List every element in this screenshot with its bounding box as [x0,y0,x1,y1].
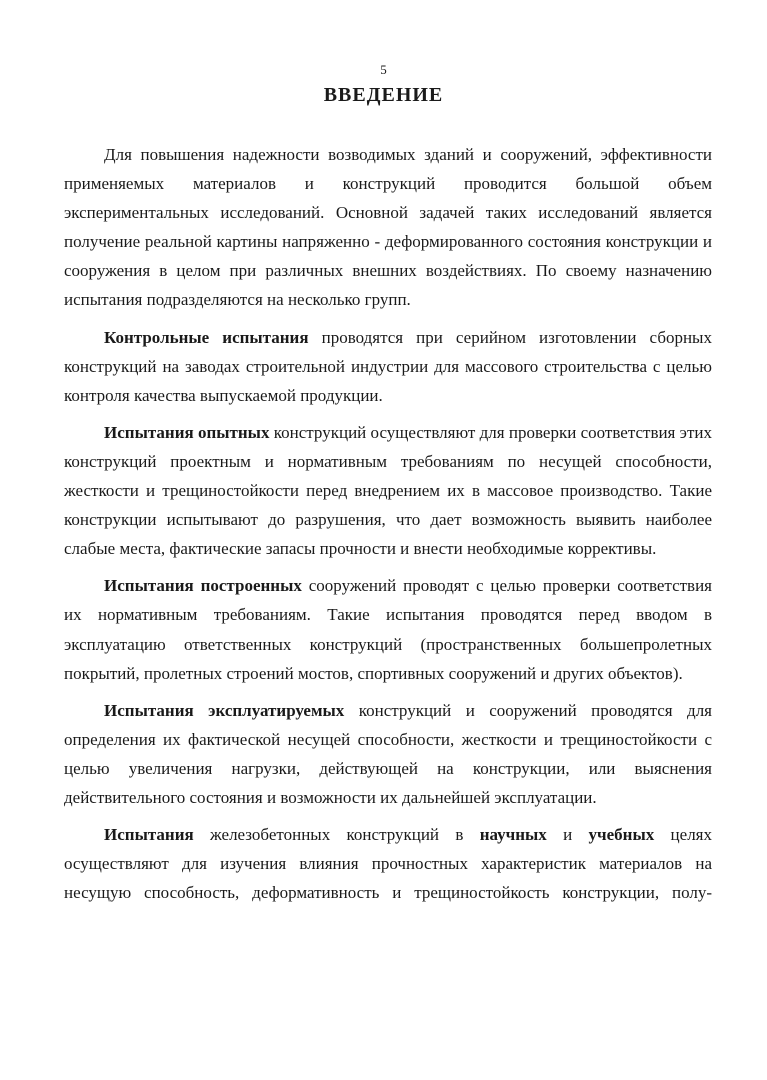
paragraph [64,140,712,315]
paragraph [64,323,712,410]
bold-term: Испытания [104,825,194,845]
paragraph [64,696,712,812]
bold-term: научных [479,825,547,845]
bold-term: Испытания построенных [104,576,302,596]
paragraph-text: конструкций осуществляют для проверки соответствия этих конструкций проектным и нормативным требованиям по несущей способности, жесткости и трещиностойкости перед внедрением их в массовое производство. Такие конструкции испытывают до разрушения, что дает возможность выявить наиболее слабые места, фактические запасы прочности и внести необходимые коррективы. [64,422,712,559]
paragraph-text: и [546,825,589,845]
paragraph-text: целях осуществляют для изучения влияния прочностных характеристик материалов на несущую способность, деформативность и трещиностойкость конструкции, полу- [64,825,712,903]
page-number: 5 [380,62,387,77]
paragraph-text: железобетонных конструкций в [193,825,480,845]
bold-term: Контрольные испытания [104,327,309,347]
paragraph [64,571,712,687]
page-title: ВВЕДЕНИЕ [323,84,444,106]
bold-term: Испытания опытных [104,422,270,442]
paragraph [64,820,712,907]
paragraph-text: Для повышения надежности возводимых зданий и сооружений, эффективности применяемых материалов и конструкций проводится большой объем экспериментальных исследований. Основной задачей таких исследований является получение реальной картины напряженно - деформированного состояния конструкции и сооружения в целом при различных внешних воздействиях. По своему назначению испытания подразделяются на несколько групп. [64,145,712,310]
paragraph-text: сооружений проводят с целью проверки соответствия их нормативным требованиям. Такие испытания проводятся перед вводом в эксплуатацию ответственных конструкций (пространственных большепролетных покрытий, пролетных строений мостов, спортивных сооружений и других объектов). [64,576,712,683]
bold-term: Испытания эксплуатируемых [104,700,345,720]
paragraph [64,418,712,563]
paragraph-text: конструкций и сооружений проводятся для определения их фактической несущей способности, жесткости и трещиностойкости с целью увеличения нагрузки, действующей на конструкции, или выяснения действительного состояния и возможности их дальнейшей эксплуатации. [64,700,712,807]
paragraph-text: проводятся при серийном изготовлении сборных конструкций на заводах строительной индустрии для массового строительства с целью контроля качества выпускаемой продукции. [64,327,712,405]
document-body [64,140,712,915]
bold-term: учебных [588,825,655,845]
